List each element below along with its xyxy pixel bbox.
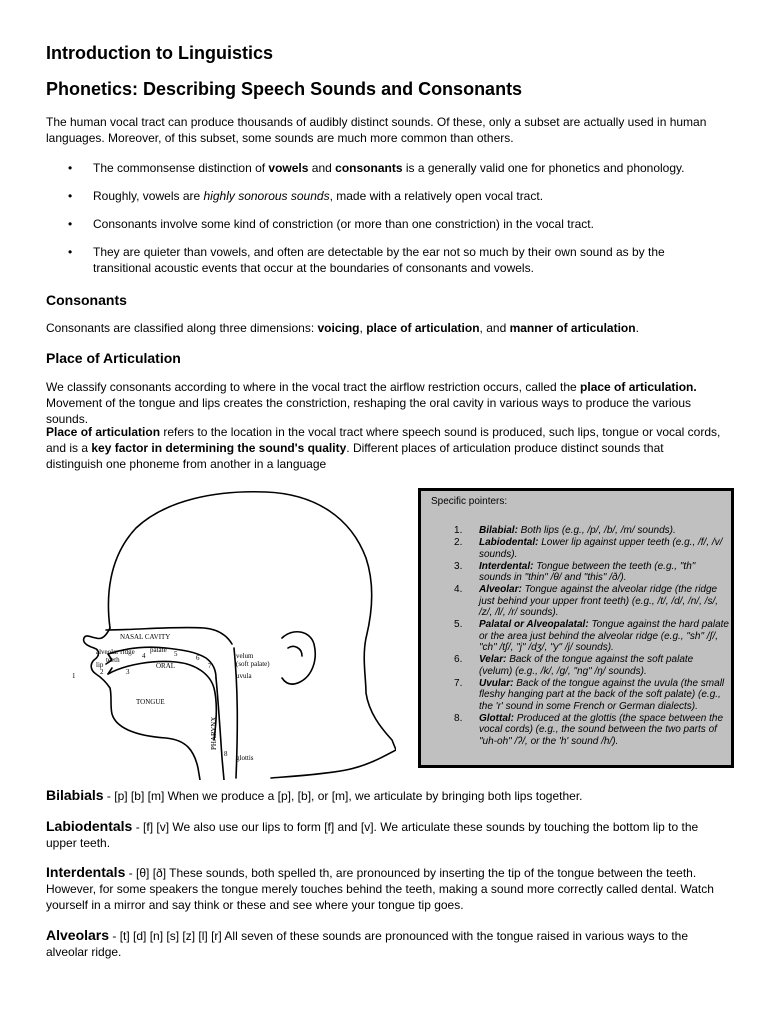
pointer-item: Palatal or Alveopalatal: Tongue against the hard palate or the area just behind the alveolar ridge (e.g., "sh" /ʃ/, "ch" /tʃ/, "j" /dʒ/, "y" /j/ sounds).: [479, 619, 729, 653]
label-velum: velum: [236, 652, 254, 660]
consonants-paragraph: Consonants are classified along three dimensions: voicing, place of articulation, and manner of articulation.: [46, 321, 639, 335]
intro-paragraph: The human vocal tract can produce thousands of audibly distinct sounds. Of these, only a subset are actually used in human languages. Moreover, of this subset, some sounds are much more common than others.: [46, 115, 707, 145]
label-number-2: 2: [100, 668, 104, 676]
vocal-tract-diagram: [66, 488, 396, 780]
label-lip: lip: [96, 661, 104, 669]
place-paragraph-1: We classify consonants according to where in the vocal tract the airflow restriction occurs, called the place of articulation. Movement of the tongue and lips creates the constriction, reshaping the oral cavity in various ways to produce the various sounds.: [46, 380, 697, 426]
consonants-heading: Consonants: [46, 292, 127, 308]
intro-bullets: [46, 160, 722, 288]
pointer-item: Interdental: Tongue between the teeth (e.g., "th" sounds in "thin" /θ/ and "this" /ð/).: [479, 560, 696, 583]
label-pharynx: PHARYNX: [210, 716, 218, 750]
pointers-list: [431, 525, 729, 748]
ear-outline: [282, 632, 315, 684]
label-number-5: 5: [174, 650, 178, 658]
bilabials-paragraph: Bilabials - [p] [b] [m] When we produce a [p], [b], or [m], we articulate by bringing both lips together.: [46, 787, 583, 803]
document-title: Introduction to Linguistics: [46, 43, 273, 63]
label-number-7: 7: [208, 662, 212, 670]
label-oral: ORAL: [156, 662, 176, 670]
bullet-item: • Roughly, vowels are highly sonorous sounds, made with a relatively open vocal tract.: [46, 188, 722, 204]
bullet-item: • The commonsense distinction of vowels and consonants is a generally valid one for phonetics and phonology.: [46, 160, 722, 176]
pointer-item: Uvular: Back of the tongue against the uvula (the small fleshy hanging part at the back of the soft palate) (e.g., the 'r' sound in some French or German dialects).: [479, 677, 725, 712]
panel-title: Specific pointers:: [431, 496, 508, 507]
label-soft-palate: (soft palate): [236, 660, 270, 668]
pointer-item: Alveolar: Tongue against the alveolar ridge (the ridge just behind your upper front teeth) (e.g., /t/, /d/, /n/, /s/, /z/, /l/, /r/ sounds).: [479, 584, 719, 618]
specific-pointers-panel: [418, 488, 734, 768]
bullet-item: • Consonants involve some kind of constriction (or more than one constriction) in the vocal tract.: [46, 216, 722, 232]
label-number-8: 8: [224, 750, 228, 758]
pointer-item: Glottal: Produced at the glottis (the space between the vocal cords) (e.g., the sound between the two parts of "uh-oh" /ʔ/, or the 'h' sound /h/).: [479, 712, 724, 747]
label-nasal-cavity: NASAL CAVITY: [120, 633, 171, 641]
pointer-item: Bilabial: Both lips (e.g., /p/, /b/, /m/ sounds).: [479, 525, 676, 536]
label-number-6: 6: [196, 654, 200, 662]
alveolars-paragraph: Alveolars - [t] [d] [n] [s] [z] [l] [r] All seven of these sounds are pronounced with the tongue raised in various ways to the alveolar ridge.: [46, 927, 689, 959]
label-uvula: uvula: [236, 672, 252, 680]
label-number-4: 4: [142, 652, 146, 660]
label-number-3: 3: [126, 668, 130, 676]
label-glottis: glottis: [236, 754, 254, 762]
pointer-item: Labiodental: Lower lip against upper teeth (e.g., /f/, /v/ sounds).: [479, 537, 723, 560]
label-tongue: TONGUE: [136, 698, 165, 706]
label-alveolar-ridge: alveolar ridge: [96, 648, 135, 656]
place-heading: Place of Articulation: [46, 350, 181, 366]
place-paragraph-2: Place of articulation refers to the location in the vocal tract where speech sound is produced, such lips, tongue or vocal cords, and is a key factor in determining the sound's quality. Different places of articulation produce distinct sounds that distinguish one phoneme from another in a language: [46, 425, 721, 471]
interdentals-paragraph: Interdentals - [θ] [ð] These sounds, both spelled th, are pronounced by inserting the tip of the tongue between the teeth. However, for some speakers the tongue merely touches behind the teeth, making a sound more correctly called dental. Watch yourself in a mirror and say think or these and see where your tongue tip goes.: [46, 864, 714, 912]
bullet-item: • They are quieter than vowels, and often are detectable by the ear not so much by their own sound as by the transitional acoustic events that occur at the boundaries of consonants and vowels.: [46, 244, 722, 276]
labiodentals-paragraph: Labiodentals - [f] [v] We also use our lips to form [f] and [v]. We articulate these sounds by touching the bottom lip to the upper teeth.: [46, 818, 699, 850]
document-subtitle: Phonetics: Describing Speech Sounds and Consonants: [46, 79, 523, 99]
label-teeth: teeth: [106, 656, 120, 664]
label-palate: palate: [150, 646, 167, 654]
pointer-item: Velar: Back of the tongue against the soft palate (velum) (e.g., /k/, /g/, "ng" /ŋ/ sounds).: [479, 654, 694, 677]
label-number-1: 1: [72, 672, 76, 680]
